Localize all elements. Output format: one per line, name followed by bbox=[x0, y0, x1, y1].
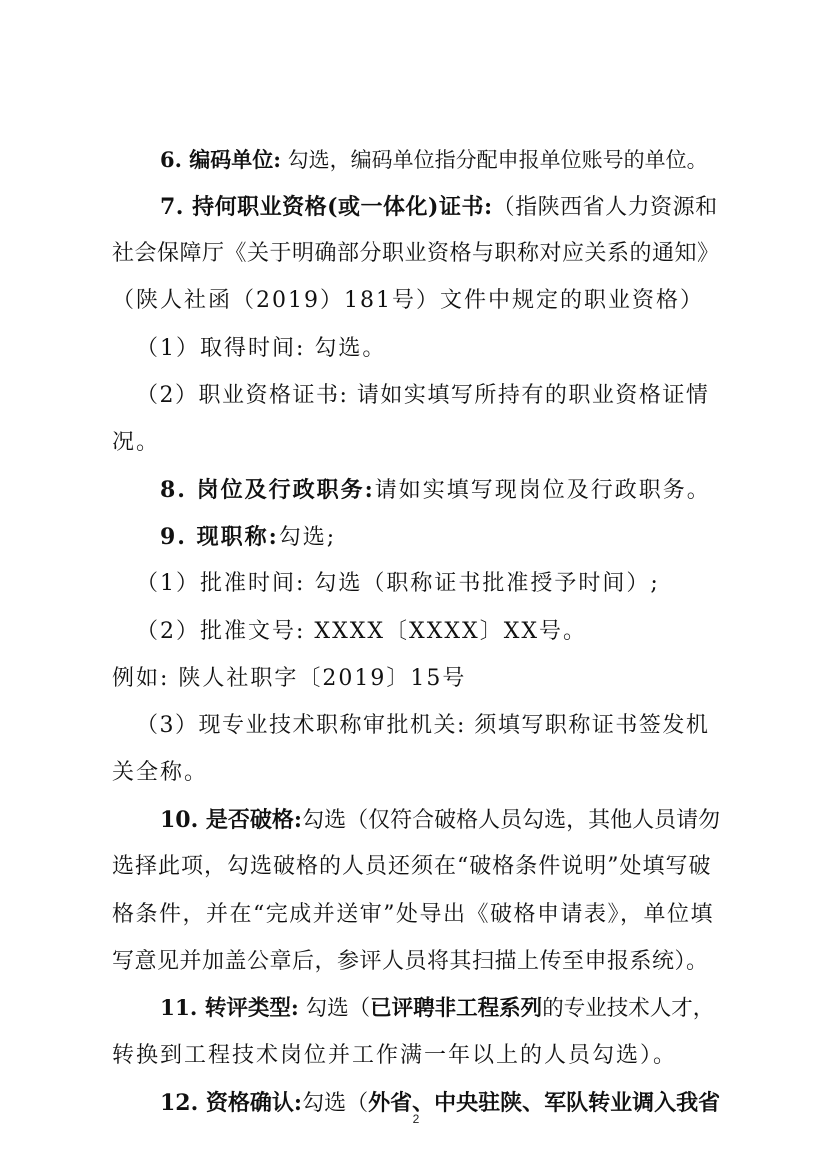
item-8-text: 请如实填写现岗位及行政职务。 bbox=[374, 478, 711, 503]
item-7-line bbox=[160, 193, 718, 222]
item-9-sub-3-continuation: 关全称。 bbox=[112, 760, 209, 785]
item-10-continuation-2: 格条件，并在“完成并送审”处导出《破格申请表》，单位填 bbox=[112, 902, 714, 927]
item-9-example: 例如: 陕人社职字〔2019〕15号 bbox=[112, 666, 467, 691]
item-9-sub-3: （3）现专业技术职称审批机关: 须填写职称证书签发机 bbox=[136, 713, 710, 738]
item-7-sub-2: （2）职业资格证书: 请如实填写所持有的职业资格证情 bbox=[136, 383, 710, 408]
item-10-heading: 10. 是否破格: bbox=[160, 807, 303, 833]
item-10-line bbox=[160, 806, 720, 835]
item-9-sub-2: （2）批准文号: XXXX〔XXXX〕XX号。 bbox=[136, 619, 588, 644]
item-12-heading: 12. 资格确认: bbox=[160, 1090, 303, 1116]
item-11-continuation: 转换到工程技术岗位并工作满一年以上的人员勾选）。 bbox=[112, 1043, 678, 1068]
item-7-continuation-2: （陕人社函（2019）181号）文件中规定的职业资格） bbox=[112, 288, 704, 313]
item-6-text: 勾选，编码单位指分配申报单位账号的单位。 bbox=[281, 148, 708, 172]
item-6-heading: 6. 编码单位: bbox=[160, 147, 281, 172]
item-6-line bbox=[160, 146, 708, 174]
item-10-text: 勾选（仅符合破格人员勾选，其他人员请勿 bbox=[302, 808, 721, 833]
item-12-text: 勾选（ bbox=[302, 1091, 369, 1116]
item-9-line bbox=[160, 523, 336, 552]
item-9-heading: 9. 现职称: bbox=[160, 524, 279, 550]
item-7-sub-2-continuation: 况。 bbox=[112, 430, 161, 455]
item-11-text: 勾选（ bbox=[298, 996, 371, 1021]
item-9-sub-1: （1）批准时间: 勾选（职称证书批准授予时间）; bbox=[136, 571, 660, 596]
item-11-emphasis: 已评聘非工程系列 bbox=[370, 996, 543, 1021]
item-7-heading: 7. 持何职业资格(或一体化)证书: bbox=[160, 194, 493, 220]
item-9-text: 勾选; bbox=[278, 525, 337, 550]
item-10-continuation-3: 写意见并加盖公章后，参评人员将其扫描上传至申报系统）。 bbox=[112, 949, 709, 974]
item-7-sub-1: （1）取得时间: 勾选。 bbox=[136, 336, 387, 361]
item-11-line bbox=[160, 995, 714, 1023]
item-7-continuation-1: 社会保障厅《关于明确部分职业资格与职称对应关系的通知》 bbox=[112, 241, 720, 266]
page-number: 2 bbox=[412, 1112, 420, 1126]
item-7-text: （指陕西省人力资源和 bbox=[492, 195, 718, 220]
item-8-heading: 8. 岗位及行政职务: bbox=[160, 477, 375, 503]
item-8-line bbox=[160, 476, 711, 505]
item-11-heading: 11. 转评类型: bbox=[160, 996, 299, 1021]
item-11-text-2: 的专业技术人才， bbox=[542, 996, 715, 1021]
item-10-continuation-1: 选择此项，勾选破格的人员还须在“破格条件说明”处填写破 bbox=[112, 854, 712, 879]
item-12-emphasis: 外省、中央驻陕、军队转业调入我省 bbox=[368, 1090, 721, 1116]
